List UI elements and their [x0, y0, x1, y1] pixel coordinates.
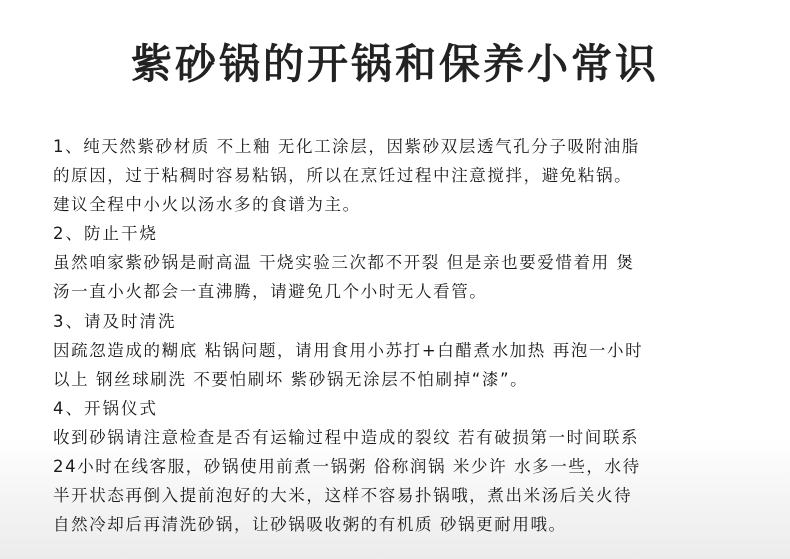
paragraph-line: 建议全程中小火以汤水多的食谱为主。 [53, 195, 361, 215]
section-prevent-dry-burning [53, 219, 753, 306]
paragraph-line: 1、纯天然紫砂材质 不上釉 无化工涂层，因紫砂双层透气孔分子吸附油脂 [53, 137, 640, 156]
paragraph-line: 自然冷却后再清洗砂锅，让砂锅吸收粥的有机质 砂锅更耐用哦。 [53, 515, 567, 535]
page-title: 紫砂锅的开锅和保养小常识 [131, 40, 659, 88]
section-heading: 3、请及时清洗 [53, 311, 177, 331]
section-heading: 4、开锅仪式 [53, 398, 158, 418]
paragraph-line: 的原因，过于粘稠时容易粘锅，所以在烹饪过程中注意搅拌，避免粘锅。 [53, 166, 633, 186]
section-material [53, 132, 753, 219]
paragraph-line: 24小时在线客服，砂锅使用前煮一锅粥 俗称润锅 米少许 水多一些，水待 [53, 457, 641, 477]
care-tips-content [53, 132, 753, 539]
paragraph-line: 汤一直小火都会一直沸腾，请避免几个小时无人看管。 [53, 282, 488, 302]
section-seasoning-ritual [53, 394, 753, 539]
paragraph-line: 收到砂锅请注意检查是否有运输过程中造成的裂纹 若有破损第一时间联系 [53, 427, 640, 447]
paragraph-line: 半开状态再倒入提前泡好的大米，这样不容易扑锅哦，煮出米汤后关火待 [53, 486, 633, 506]
section-heading: 2、防止干烧 [53, 224, 158, 244]
paragraph-line: 以上 钢丝球刷洗 不要怕刷坏 紫砂锅无涂层不怕刷掉“漆”。 [53, 369, 529, 389]
paragraph-line: 虽然咱家紫砂锅是耐高温 干烧实验三次都不开裂 但是亲也要爱惜着用 煲 [53, 253, 635, 273]
section-clean-promptly [53, 307, 753, 394]
paragraph-line: 因疏忽造成的糊底 粘锅问题，请用食用小苏打+白醋煮水加热 再泡一小时 [53, 340, 644, 360]
